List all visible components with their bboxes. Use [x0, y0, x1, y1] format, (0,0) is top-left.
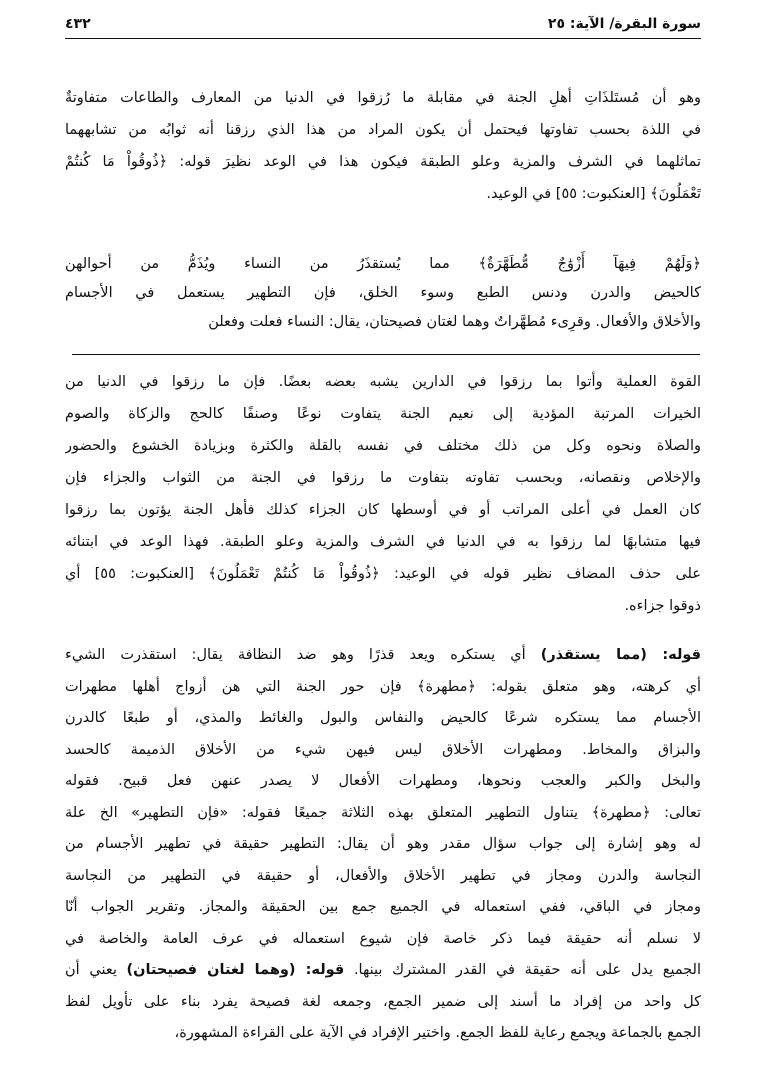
- text-segment: لا نسلم أنه حقيقة فيما ذكر خاصة فإن شيوع استعماله في عرف العامة والخاصة في: [65, 930, 701, 947]
- running-title: سورة البقرة/ الآية: ٢٥: [547, 16, 701, 32]
- text-segment: أي كرهته، وهو متعلق بقوله: ﴿مطهرة﴾ فإن حور الجنة التي هن أزواج أهلها مطهرات: [65, 678, 701, 695]
- page-header: [65, 12, 701, 36]
- text-line: [65, 308, 701, 337]
- text-segment: والبزاق والمخاط. ومطهرات الأخلاق ليس فيهن شيء من الأخلاق الذميمة كالحسد: [65, 741, 701, 758]
- text-line: [65, 494, 701, 526]
- text-segment: ﴿وَلَهُمْ فِيهَآ أَزْوَٰجٌ مُّطَهَّرَةٌ﴾ مما يُستقذَرُ من النساء ويُذَمُّ من أحوالهن: [65, 256, 701, 272]
- text-segment: تَعْمَلُونَ﴾ [العنكبوت: ٥٥] في الوعيد.: [486, 186, 701, 202]
- text-line: [65, 558, 701, 590]
- text-line: [65, 798, 701, 830]
- text-line: [65, 279, 701, 308]
- text-line: [65, 430, 701, 462]
- text-segment: وهو أن مُستَلذَاتِ أهلِ الجنة في مقابلة ما رُزقوا في الدنيا من المعارف والطاعات متفاوتةٌ: [65, 90, 701, 106]
- commentary-paragraph-2: [65, 640, 701, 1050]
- text-segment: كان العمل في أعلى المراتب أو في أوسطها كان الجزاء كذلك فأهل الجنة يؤتون بما رزقوا: [65, 502, 701, 518]
- text-line: [65, 987, 701, 1019]
- text-segment: كل واحد من إفراد ما أسند إلى ضمير الجمع، وجمعه لغة فصيحة يفرد بناء على تأويل لفظ: [65, 993, 701, 1010]
- text-line: [65, 892, 701, 924]
- main-text-paragraph-2: [65, 250, 701, 337]
- text-line: [65, 735, 701, 767]
- text-segment: والبخل والكبر والعجب ونحوها، ومطهرات الأفعال لا يصدر عنهن فعل قبيح. فقوله: [65, 773, 701, 789]
- text-segment: النجاسة والدرن ومجاز في تطهير الأخلاق والأفعال، أو حقيقة في التطهير من النجاسة: [65, 867, 701, 884]
- text-line: [65, 250, 701, 279]
- text-line: [65, 114, 701, 146]
- text-segment: له وهو إشارة إلى جواب سؤال مقدر وهو أن يقال: التطهير حقيقة في تطهير الأجسام من: [65, 836, 701, 852]
- text-line: [65, 462, 701, 494]
- text-line: [65, 924, 701, 956]
- text-line: [65, 398, 701, 430]
- text-segment: تماثلهما في الشرف والمزية وعلو الطبقة فيكون هذا في الوعد نظيرَ قوله: ﴿ذُوقُواْ مَا كُنتُمْ: [65, 154, 701, 170]
- text-line: [65, 146, 701, 178]
- text-segment: القوة العملية وأتوا بما رزقوا في الدارين يشبه بعضه بعضًا. فإن ما رزقوا في الدنيا من: [65, 374, 701, 390]
- text-line: [65, 526, 701, 558]
- text-segment: والإخلاص ونقصانه، وبحسب تفاوته بتفاوت ما رزقوا في الجنة من الثواب والجزاء فإن: [65, 470, 701, 486]
- header-rule: [65, 38, 701, 39]
- text-line: [65, 1018, 701, 1050]
- text-segment: في اللذة بحسب تفاوتها فيحتمل أن يكون المراد من هذا الذي رزقنا أنه ثوابُه من تشابههما: [65, 122, 701, 138]
- bold-lemma: قوله: (وهما لغتان فصيحتان): [126, 962, 345, 978]
- main-text-paragraph-1: [65, 82, 701, 210]
- text-line: [65, 955, 701, 987]
- text-line: [65, 829, 701, 861]
- text-line: [65, 672, 701, 704]
- text-segment: ومجاز في الباقي، ففي استعماله في الجميع جمع بين الحقيقة والمجاز. وتقرير الجواب أنّا: [65, 899, 701, 915]
- text-segment: أي يستكره ويعد قذرًا وهو ضد النظافة يقال: استقذرت الشيء: [65, 647, 541, 663]
- text-segment: الجميع يدل على أنه حقيقة في القدر المشترك بينها.: [344, 962, 701, 978]
- text-segment: الخيرات المرتبة المؤدية إلى نعيم الجنة يتفاوت نوعًا وصنفًا كالحج والزكاة والصوم: [65, 406, 701, 422]
- text-segment: على حذف المضاف نظير قوله في الوعيد: ﴿ذُوقُواْ مَا كُنتُمْ تَعْمَلُونَ﴾ [العنكبوت: ٥٥] أي: [65, 566, 701, 582]
- text-segment: الأجسام مما يستكره شرعًا كالحيض والنفاس والبول والغائط والمذي، أو طبعًا كالدرن: [65, 710, 701, 726]
- text-line: [65, 766, 701, 798]
- text-segment: تعالى: ﴿مطهرة﴾ يتناول التطهير المتعلق بهذه الثلاثة جميعًا فقوله: «فإن التطهير» الخ علة: [65, 804, 701, 821]
- commentary-paragraph-1: [65, 366, 701, 622]
- text-line: [65, 590, 701, 622]
- page-number: ٤٣٢: [65, 16, 91, 32]
- bold-lemma: قوله: (مما يستقذر): [540, 647, 701, 663]
- text-segment: يعني أن: [65, 962, 127, 978]
- text-line: [65, 366, 701, 398]
- text-segment: كالحيض والدرن ودنس الطبع وسوء الخلق، فإن التطهير يستعمل في الأجسام: [65, 285, 701, 301]
- text-line: [65, 861, 701, 893]
- text-line: [65, 703, 701, 735]
- text-line: [65, 640, 701, 672]
- text-segment: والصلاة ونحوه وكل من ذلك مختلف في نفسه بالقلة والكثرة وبزيادة الخشوع والحضور: [65, 438, 701, 454]
- text-segment: فيها متشابهًا لما رزقوا به في الدنيا في الشرف والمزية وعلو الطبقة. فهذا الوعد في ابتنائه: [65, 534, 701, 550]
- text-line: [65, 178, 701, 210]
- footnote-separator: [72, 354, 700, 355]
- text-line: [65, 82, 701, 114]
- text-segment: ذوقوا جزاءه.: [624, 598, 701, 614]
- text-segment: والأخلاق والأفعال. وقرِىء مُطهَّراتٌ وهما لغتان فصيحتان، يقال: النساء فعلت وفعلن: [208, 314, 701, 330]
- text-segment: الجمع بالجماعة ويجمع رعاية للفظ الجمع. واختير الإفراد في الآية على القراءة المشهورة،: [174, 1025, 701, 1041]
